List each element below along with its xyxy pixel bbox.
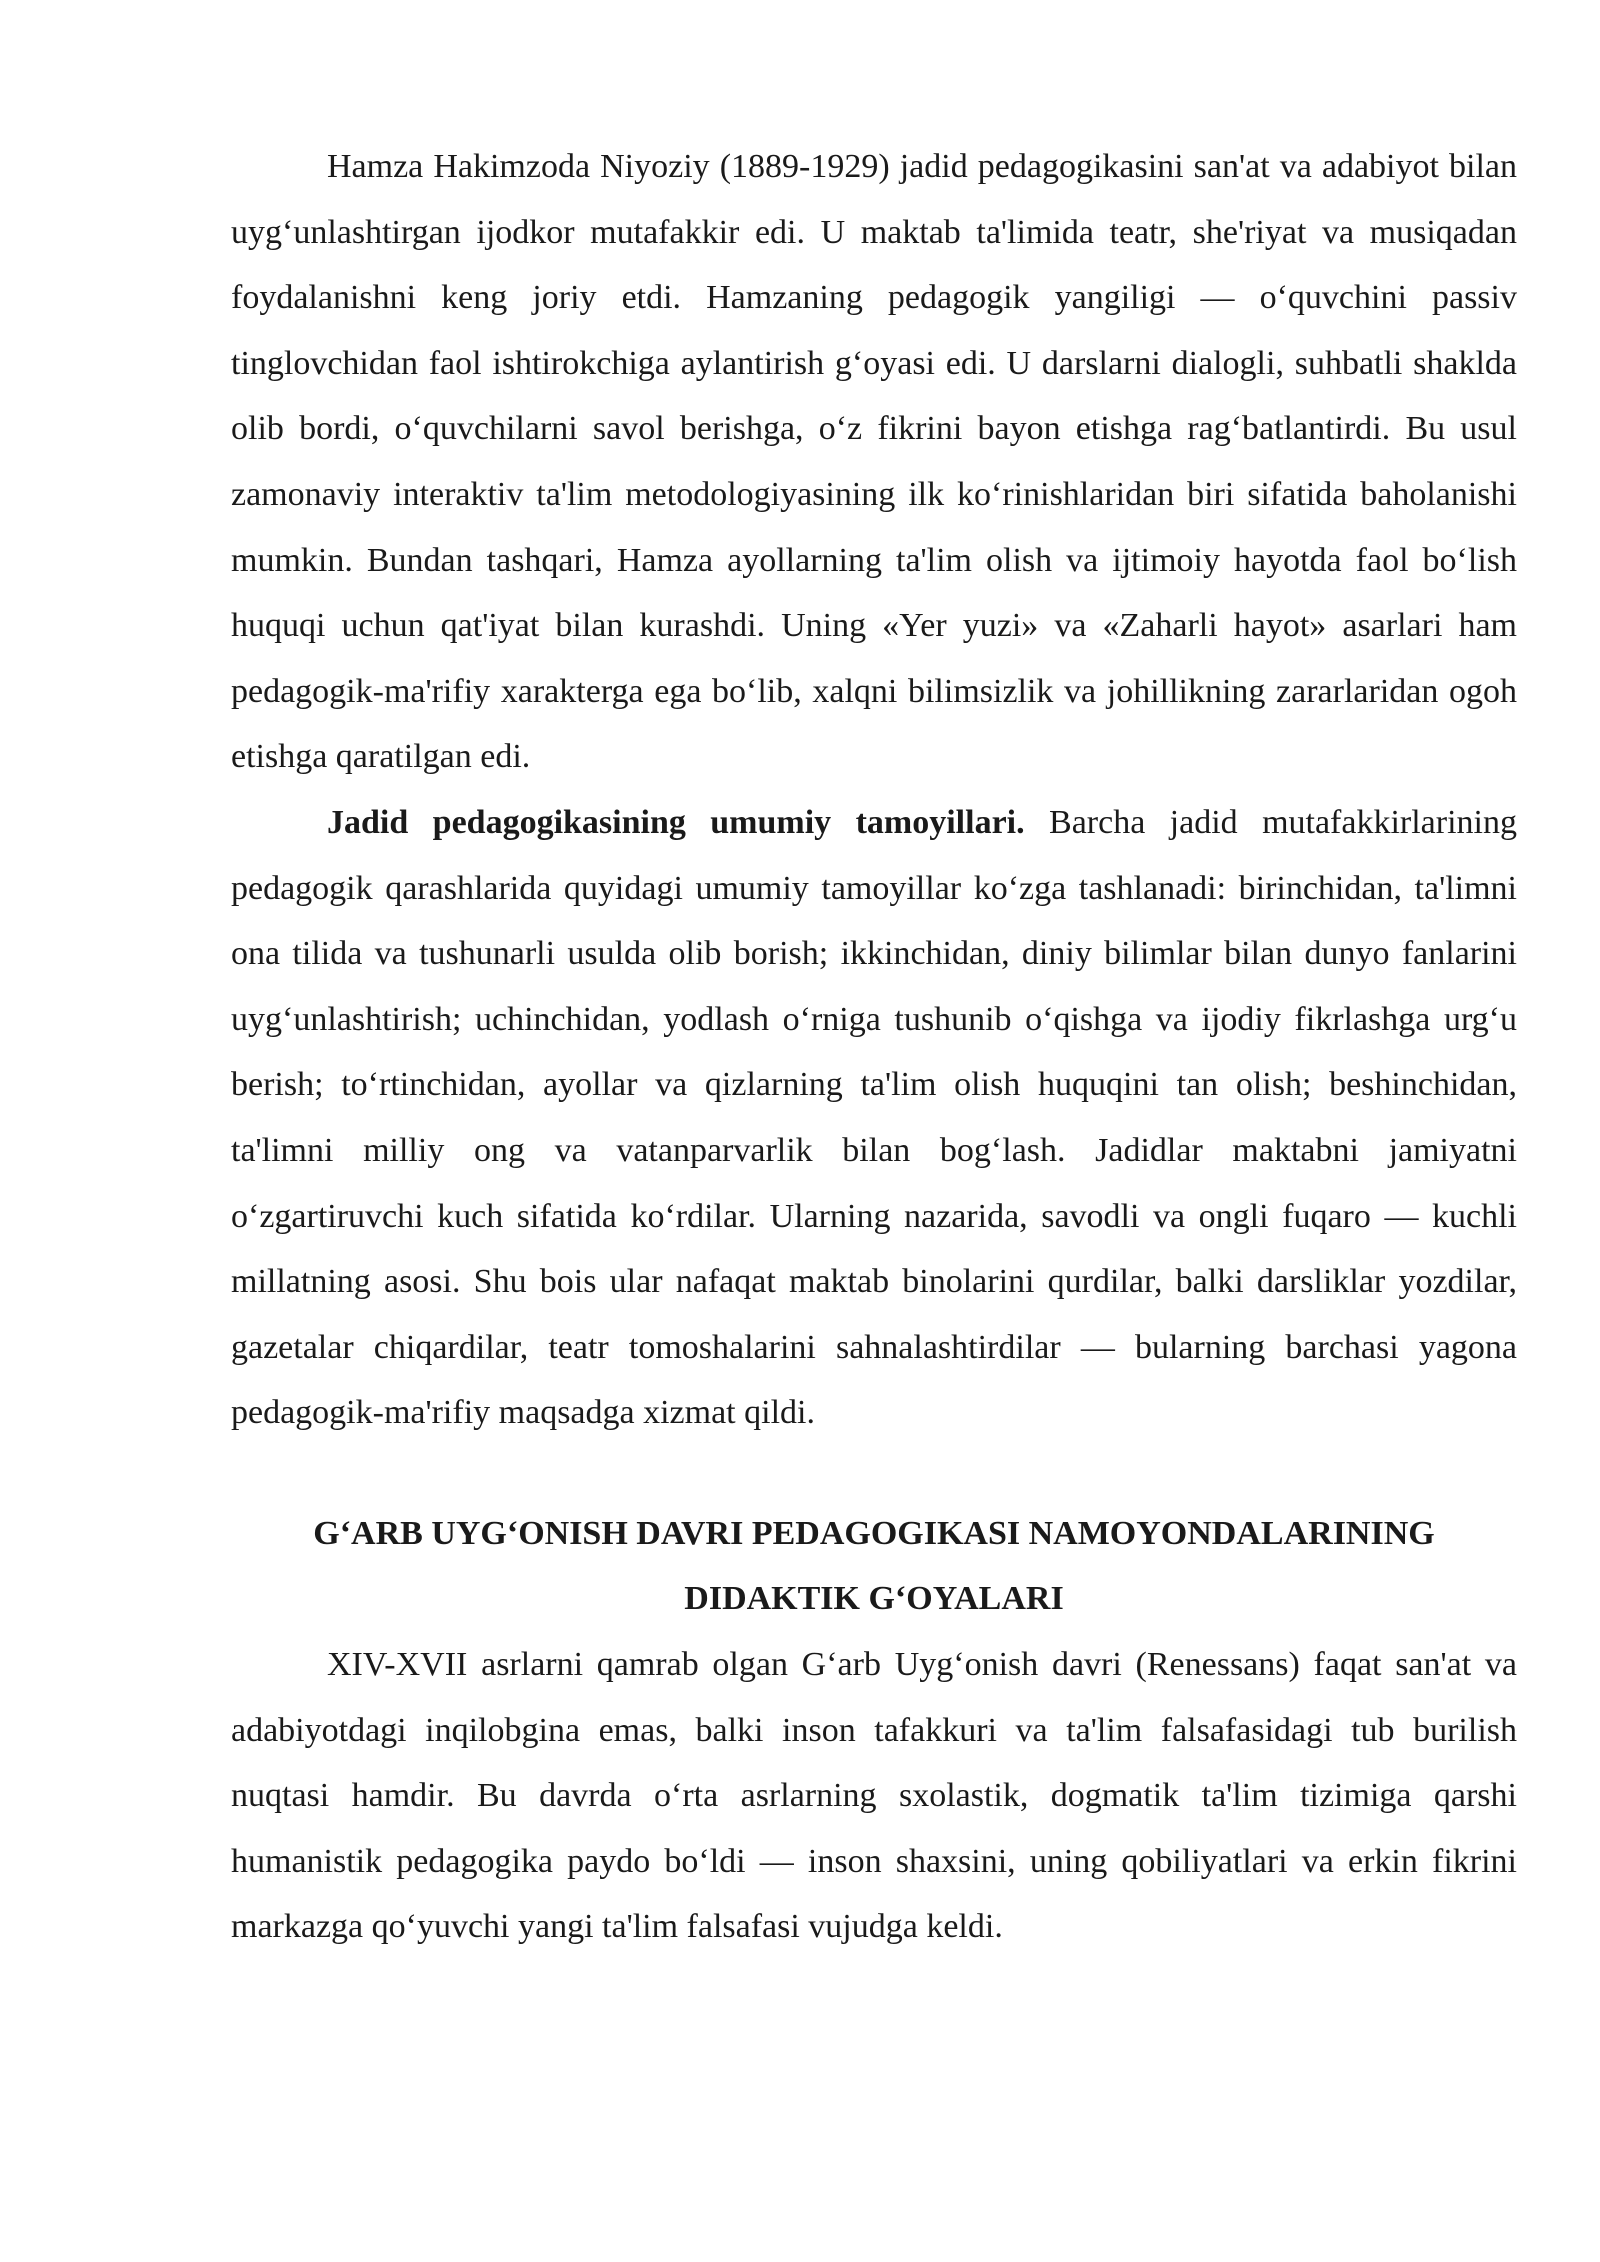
paragraph-jadid-principles-body: Barcha jadid mutafakkirlarining pedagogik qarashlarida quyidagi umumiy tamoyillar ko‘zga tashlanadi: birinchidan, ta'limni ona tilida va tushunarli usulda olib borish; ikkinchidan, diniy bilimlar bilan dunyo fanlarini uyg‘unlashtirish; uchinchidan, yodlash o‘rniga tushunib o‘qishga va ijodiy fikrlashga urg‘u berish; to‘rtinchidan, ayollar va qizlarning ta'lim olish huquqini tan olish; beshinchidan, ta'limni milliy ong va vatanparvarlik bilan bog‘lash. Jadidlar maktabni jamiyatni o‘zgartiruvchi kuch sifatida ko‘rdilar. Ularning nazarida, savodli va ongli fuqaro — kuchli millatning asosi. Shu bois ular nafaqat maktab binolarini qurdilar, balki darsliklar yozdilar, gazetalar chiqardilar, teatr tomoshalarini sahnalashtirdilar — bularning barchasi yagona pedagogik-ma'rifiy maqsadga xizmat qildi. [231,803,1517,1432]
section-heading [231,1501,1517,1632]
paragraph-jadid-principles [231,790,1517,1446]
section-heading-line-2: DIDAKTIK G‘OYALARI [684,1580,1064,1618]
paragraph-hamza: Hamza Hakimzoda Niyoziy (1889-1929) jadid pedagogikasini san'at va adabiyot bilan uyg‘unlashtirgan ijodkor mutafakkir edi. U maktab ta'limida teatr, she'riyat va musiqadan foydalanishni keng joriy etdi. Hamzaning pedagogik yangiligi — o‘quvchini passiv tinglovchidan faol ishtirokchiga aylantirish g‘oyasi edi. U darslarni dialogli, suhbatli shaklda olib bordi, o‘quvchilarni savol berishga, o‘z fikrini bayon etishga rag‘batlantirdi. Bu usul zamonaviy interaktiv ta'lim metodologiyasining ilk ko‘rinishlaridan biri sifatida baholanishi mumkin. Bundan tashqari, Hamza ayollarning ta'lim olish va ijtimoiy hayotda faol bo‘lish huquqi uchun qat'iyat bilan kurashdi. Uning «Yer yuzi» va «Zaharli hayot» asarlari ham pedagogik-ma'rifiy xarakterga ega bo‘lib, xalqni bilimsizlik va johillikning zararlaridan ogoh etishga qaratilgan edi. [231,148,1517,776]
paragraph-renaissance: XIV-XVII asrlarni qamrab olgan G‘arb Uyg‘onish davri (Renessans) faqat san'at va adabiyotdagi inqilobgina emas, balki inson tafakkuri va ta'lim falsafasidagi tub burilish nuqtasi hamdir. Bu davrda o‘rta asrlarning sxolastik, dogmatik ta'lim tizimiga qarshi humanistik pedagogika paydo bo‘ldi — inson shaxsini, uning qobiliyatlari va erkin fikrini markazga qo‘yuvchi yangi ta'lim falsafasi vujudga keldi. [231,1646,1517,1946]
paragraph-jadid-principles-lead: Jadid pedagogikasining umumiy tamoyillari. [327,803,1025,841]
section-heading-line-1: G‘ARB UYG‘ONISH DAVRI PEDAGOGIKASI NAMOYONDALARINING [313,1514,1435,1552]
document-body [231,134,1517,1960]
